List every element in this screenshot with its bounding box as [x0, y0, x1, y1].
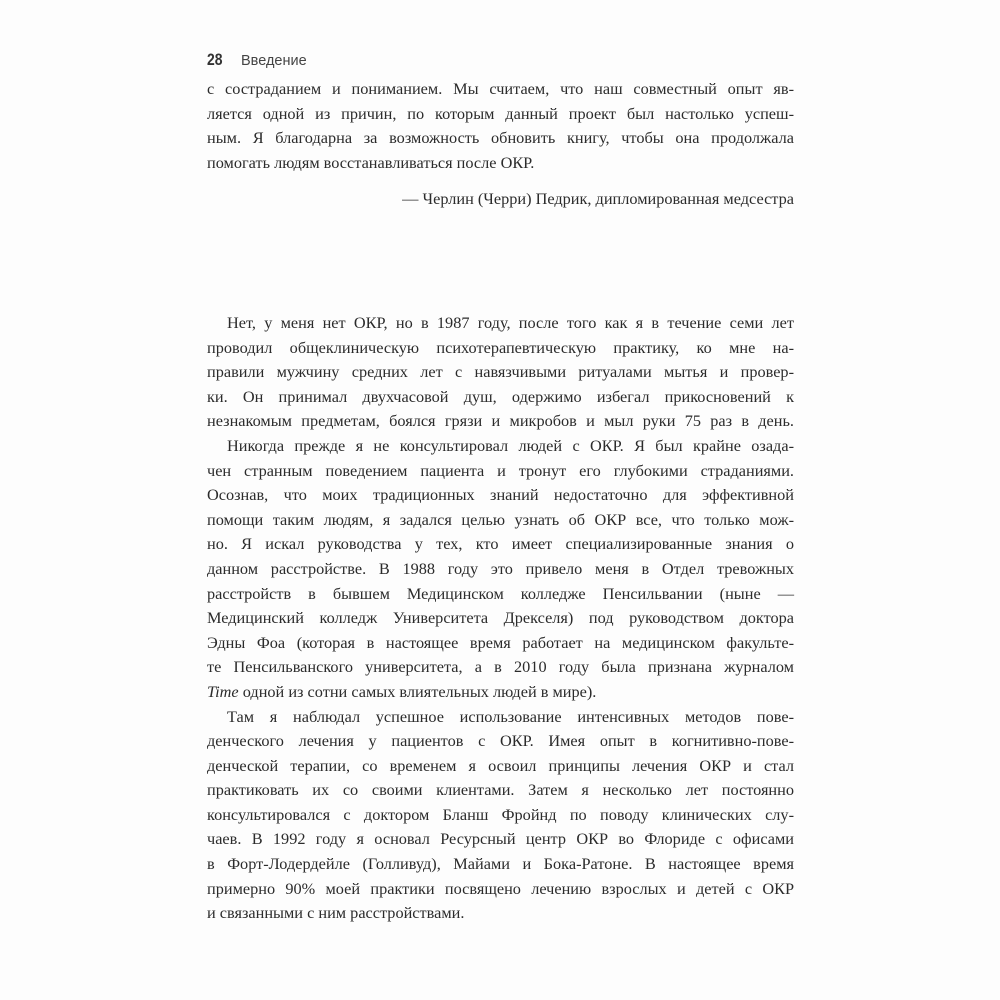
text-line: Никогда прежде я не консультировал людей с ОКР. Я был крайне озада-	[227, 435, 794, 455]
text-line: практиковать их со своими клиентами. Затем я несколько лет постоянно	[207, 780, 794, 800]
quote-line: помогать людям восстанавливаться после ОКР.	[207, 152, 535, 172]
text-line: помощи таким людям, я задался целью узнать об ОКР все, что только мож-	[207, 509, 794, 529]
text-line	[207, 680, 794, 705]
running-head	[207, 50, 307, 72]
quote-line: с состраданием и пониманием. Мы считаем, что наш совместный опыт яв-	[207, 79, 794, 98]
page-number: 28	[207, 50, 223, 69]
text-line: данном расстройстве. В 1988 году это привело меня в Отдел тревожных	[207, 558, 794, 578]
paragraph-3	[207, 705, 794, 926]
quote-block	[207, 77, 794, 175]
magazine-title: Time	[207, 681, 239, 701]
text-line: примерно 90% моей практики посвящено лечению взрослых и детей с ОКР	[207, 878, 794, 898]
section-title: Введение	[241, 53, 307, 69]
quote-attribution: — Черлин (Черри) Педрик, дипломированная медсестра	[402, 189, 794, 208]
text-line: правили мужчину средних лет с навязчивыми ритуалами мытья и провер-	[207, 362, 794, 382]
text-line-rest: одной из сотни самых влиятельных людей в мире).	[238, 681, 597, 701]
quote-line: ным. Я благодарна за возможность обновить книгу, чтобы она продолжала	[207, 128, 794, 148]
text-line: но. Я искал руководства у тех, кто имеет специализированные знания о	[207, 534, 794, 554]
text-line: проводил общеклиническую психотерапевтическую практику, ко мне на-	[207, 337, 794, 357]
text-line: чен странным поведением пациента и тронут его глубокими страданиями.	[207, 460, 794, 480]
text-line: расстройств в бывшем Медицинском колледже Пенсильвании (ныне —	[207, 583, 794, 603]
text-line: незнакомым предметам, боялся грязи и микробов и мыл руки 75 раз в день.	[207, 411, 794, 431]
text-line: денческого лечения у пациентов с ОКР. Имея опыт в когнитивно-пове-	[207, 731, 794, 751]
paragraph-2	[207, 434, 794, 705]
text-line: и связанными с ним расстройствами.	[207, 903, 465, 923]
body-text	[207, 311, 794, 926]
text-line: Осознав, что моих традиционных знаний недостаточно для эффективной	[207, 485, 794, 505]
text-line: в Форт-Лодердейле (Голливуд), Майами и Бока-Ратоне. В настоящее время	[207, 854, 794, 874]
text-line: Нет, у меня нет ОКР, но в 1987 году, после того как я в течение семи лет	[227, 313, 794, 332]
text-line: ки. Он принимал двухчасовой душ, одержимо избегал прикосновений к	[207, 386, 794, 406]
text-line: чаев. В 1992 году я основал Ресурсный центр ОКР во Флориде с офисами	[207, 829, 794, 849]
text-line: Там я наблюдал успешное использование интенсивных методов пове-	[227, 706, 794, 726]
paragraph-1	[207, 311, 794, 434]
text-line: Медицинский колледж Университета Дрекселя) под руководством доктора	[207, 608, 794, 628]
text-line: денческой терапии, со временем я освоил принципы лечения ОКР и стал	[207, 755, 794, 775]
quote-line: ляется одной из причин, по которым данный проект был настолько успеш-	[207, 103, 794, 123]
text-line: Эдны Фоа (которая в настоящее время работает на медицинском факульте-	[207, 632, 794, 652]
text-line: консультировался с доктором Бланш Фройнд по поводу клинических слу-	[207, 804, 794, 824]
text-line: те Пенсильванского университета, а в 2010 году была признана журналом	[207, 657, 794, 677]
